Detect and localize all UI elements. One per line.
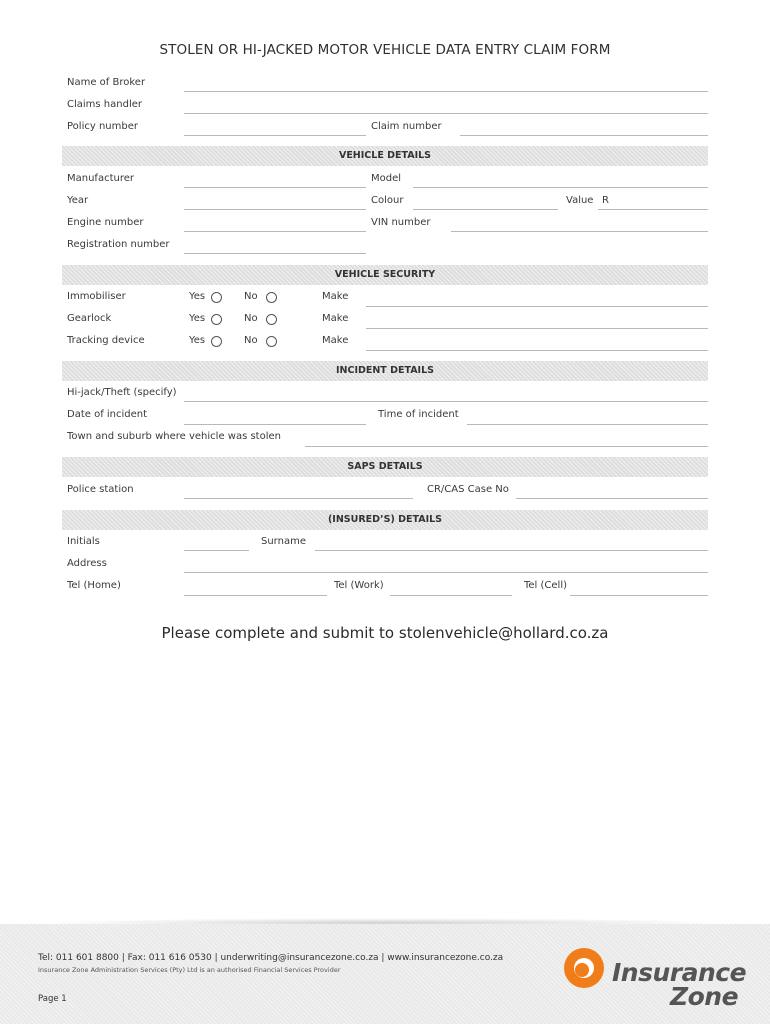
value-field[interactable]: [598, 209, 708, 210]
page-number: Page 1: [38, 994, 67, 1004]
incident-location-field[interactable]: [305, 446, 708, 447]
police-station-field[interactable]: [184, 498, 413, 499]
claim-field[interactable]: [460, 135, 708, 136]
gearlock-make-field[interactable]: [366, 328, 708, 329]
security-item-label: Immobiliser: [67, 291, 126, 302]
surname-label: Surname: [261, 536, 306, 547]
colour-field[interactable]: [413, 209, 558, 210]
registration-label: Registration number: [67, 239, 170, 250]
make-label: Make: [322, 291, 349, 302]
logo-wordmark-line1: Insurance: [612, 958, 747, 987]
yes-label: Yes: [189, 335, 206, 346]
make-label: Make: [322, 313, 349, 324]
gearlock-no-radio[interactable]: [266, 314, 277, 325]
incident-location-label: Town and suburb where vehicle was stolen: [67, 431, 281, 442]
initials-label: Initials: [67, 536, 100, 547]
insurance-zone-logo-icon: [562, 946, 606, 990]
security-item-label: Gearlock: [67, 313, 112, 324]
policy-label: Policy number: [67, 121, 138, 132]
address-field[interactable]: [184, 572, 708, 573]
yes-label: Yes: [189, 313, 206, 324]
submit-instructions: Please complete and submit to stolenvehicle@hollard.co.za: [161, 624, 609, 642]
vin-label: VIN number: [371, 217, 431, 228]
vehicle-details-heading: VEHICLE DETAILS: [62, 146, 708, 166]
surname-field[interactable]: [315, 550, 708, 551]
gearlock-yes-radio[interactable]: [211, 314, 222, 325]
manufacturer-label: Manufacturer: [67, 173, 134, 184]
tracking-no-radio[interactable]: [266, 336, 277, 347]
incident-type-label: Hi-jack/Theft (specify): [67, 387, 177, 398]
footer-fsp-note: Insurance Zone Administration Services (Pty) Ltd is an authorised Financial Services Provider: [38, 966, 341, 974]
tel-cell-label: Tel (Cell): [524, 580, 568, 591]
handler-field[interactable]: [184, 113, 708, 114]
incident-type-field[interactable]: [184, 401, 708, 402]
case-number-field[interactable]: [516, 498, 708, 499]
tel-cell-field[interactable]: [570, 595, 708, 596]
year-field[interactable]: [184, 209, 366, 210]
tel-work-field[interactable]: [390, 595, 512, 596]
logo-wordmark-line2: Zone: [670, 982, 739, 1011]
value-label: Value: [566, 195, 594, 206]
initials-field[interactable]: [184, 550, 249, 551]
footer-contact: Tel: 011 601 8800 | Fax: 011 616 0530 | underwriting@insurancezone.co.za | www.insurancezone.co.za: [38, 953, 504, 963]
tracking-yes-radio[interactable]: [211, 336, 222, 347]
tracking-make-field[interactable]: [366, 350, 708, 351]
tel-home-label: Tel (Home): [67, 580, 121, 591]
engine-field[interactable]: [184, 231, 366, 232]
colour-label: Colour: [371, 195, 404, 206]
incident-time-label: Time of incident: [378, 409, 459, 420]
make-label: Make: [322, 335, 349, 346]
broker-field[interactable]: [184, 91, 708, 92]
address-label: Address: [67, 558, 107, 569]
incident-date-field[interactable]: [184, 424, 366, 425]
broker-label: Name of Broker: [67, 77, 146, 88]
vehicle-security-heading: VEHICLE SECURITY: [62, 265, 708, 285]
form-title: STOLEN OR HI-JACKED MOTOR VEHICLE DATA ENTRY CLAIM FORM: [159, 42, 611, 58]
model-field[interactable]: [413, 187, 708, 188]
vin-field[interactable]: [451, 231, 708, 232]
no-label: No: [244, 291, 258, 302]
security-item-label: Tracking device: [67, 335, 145, 346]
police-station-label: Police station: [67, 484, 134, 495]
case-number-label: CR/CAS Case No: [427, 484, 509, 495]
tel-home-field[interactable]: [184, 595, 327, 596]
immobiliser-yes-radio[interactable]: [211, 292, 222, 303]
registration-field[interactable]: [184, 253, 366, 254]
incident-date-label: Date of incident: [67, 409, 148, 420]
engine-label: Engine number: [67, 217, 144, 228]
incident-details-heading: INCIDENT DETAILS: [62, 361, 708, 381]
insured-details-heading: (INSURED’S) DETAILS: [62, 510, 708, 530]
incident-time-field[interactable]: [467, 424, 708, 425]
handler-label: Claims handler: [67, 99, 142, 110]
immobiliser-make-field[interactable]: [366, 306, 708, 307]
policy-field[interactable]: [184, 135, 366, 136]
value-prefix: R: [602, 195, 609, 206]
tel-work-label: Tel (Work): [334, 580, 384, 591]
no-label: No: [244, 335, 258, 346]
claim-label: Claim number: [371, 121, 442, 132]
immobiliser-no-radio[interactable]: [266, 292, 277, 303]
no-label: No: [244, 313, 258, 324]
year-label: Year: [67, 195, 89, 206]
yes-label: Yes: [189, 291, 206, 302]
manufacturer-field[interactable]: [184, 187, 366, 188]
saps-details-heading: SAPS DETAILS: [62, 457, 708, 477]
model-label: Model: [371, 173, 402, 184]
